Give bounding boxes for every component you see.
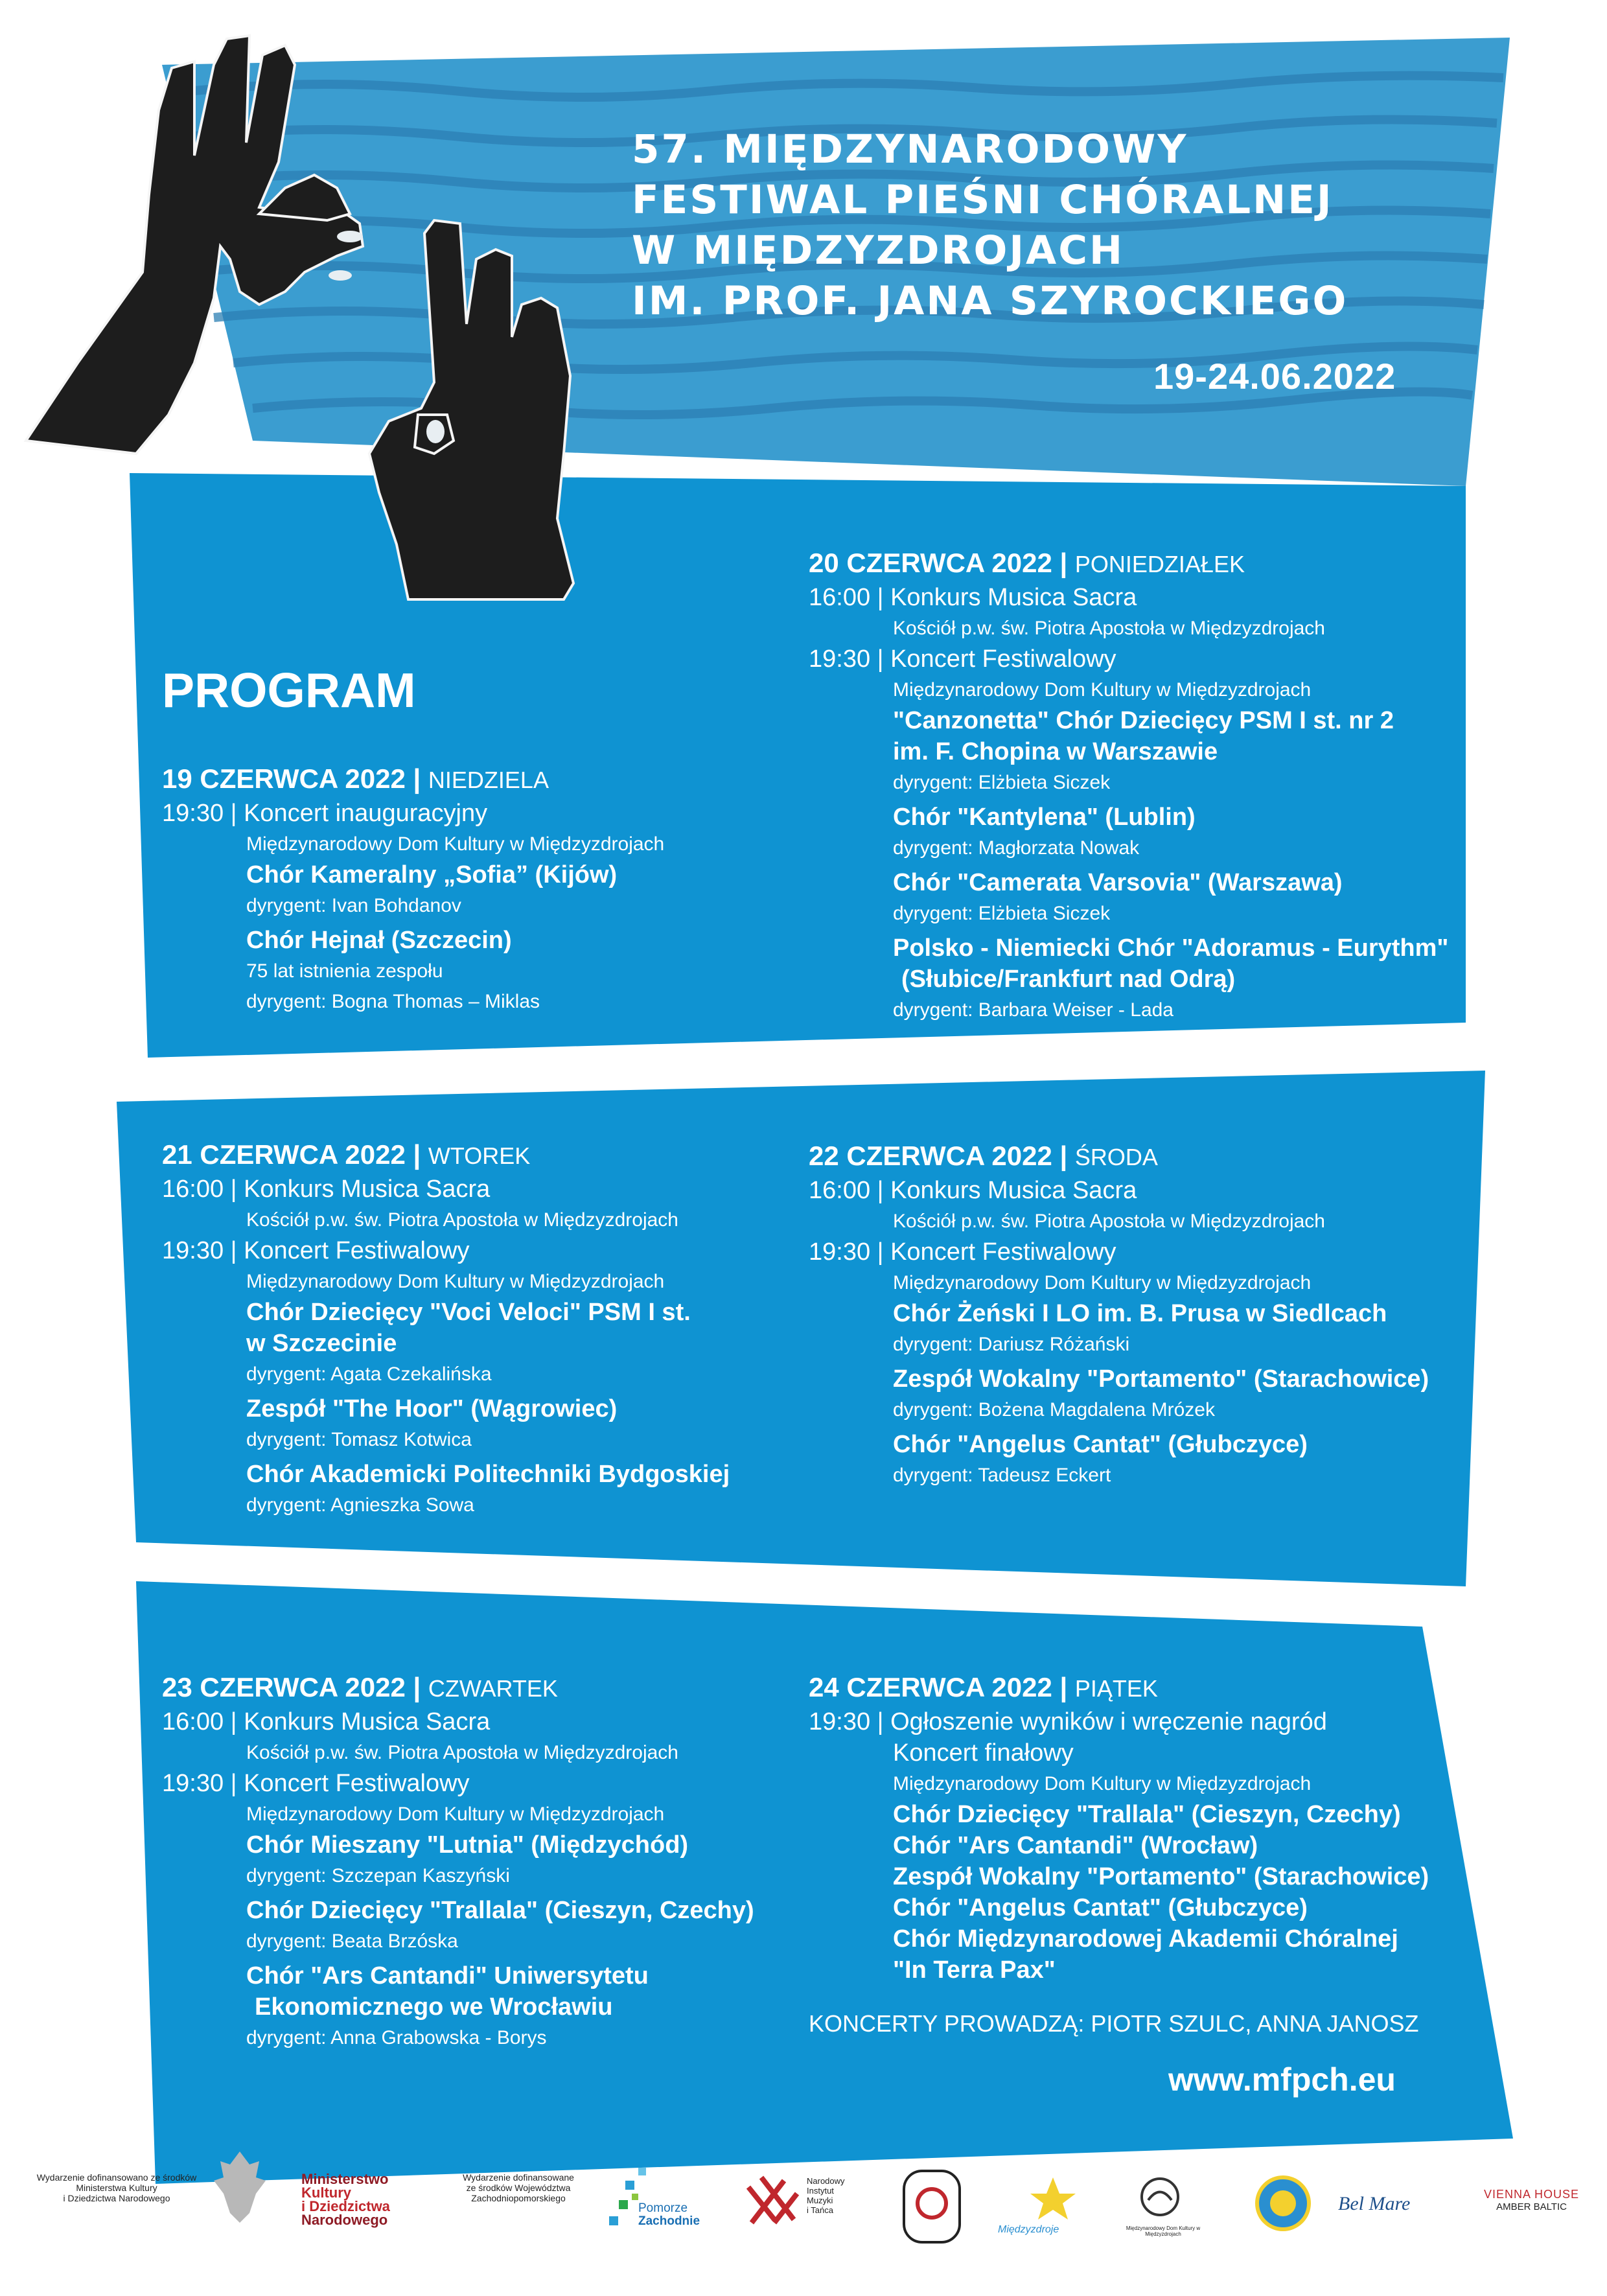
event-time-title: 19:30 | Koncert inauguracyjny bbox=[162, 800, 488, 827]
event-location: Kościół p.w. św. Piotra Apostoła w Międzyzdrojach bbox=[893, 1211, 1325, 1232]
day-20-june bbox=[809, 546, 1448, 1029]
choir-conductor: dyrygent: Szczepan Kaszyński bbox=[246, 1865, 510, 1886]
choir-name: "In Terra Pax" bbox=[893, 1956, 1056, 1984]
choir-conductor: dyrygent: Elżbieta Siczek bbox=[893, 772, 1111, 793]
event-subtitle: Koncert finałowy bbox=[893, 1739, 1074, 1767]
day-weekday: NIEDZIELA bbox=[428, 767, 549, 793]
event-time-title: 16:00 | Konkurs Musica Sacra bbox=[162, 1708, 491, 1735]
day-22-june bbox=[809, 1139, 1429, 1494]
event-time-title: 19:30 | Koncert Festiwalowy bbox=[809, 1238, 1116, 1266]
event-location: Międzynarodowy Dom Kultury w Międzyzdrojach bbox=[246, 833, 665, 855]
event-location: Kościół p.w. św. Piotra Apostoła w Międzyzdrojach bbox=[246, 1742, 678, 1763]
event-location: Międzynarodowy Dom Kultury w Międzyzdrojach bbox=[893, 1773, 1312, 1794]
choir-name-line-2: im. F. Chopina w Warszawie bbox=[893, 738, 1218, 765]
choir-name: Chór "Ars Cantandi" (Wrocław) bbox=[893, 1832, 1258, 1859]
event-time-title: 16:00 | Konkurs Musica Sacra bbox=[162, 1176, 491, 1203]
day-21-june bbox=[162, 1137, 730, 1524]
event-location: Międzynarodowy Dom Kultury w Międzyzdrojach bbox=[893, 679, 1312, 701]
vienna-logo bbox=[1484, 2188, 1579, 2212]
choir-name: Chór Mieszany "Lutnia" (Międzychód) bbox=[246, 1831, 689, 1859]
choir-name: Chór Hejnał (Szczecin) bbox=[246, 927, 512, 954]
niftk-logo-text bbox=[807, 2176, 845, 2215]
title-line-3: W MIĘDZYZDROJACH bbox=[632, 227, 1125, 273]
belmare-logo-text: Bel Mare bbox=[1338, 2193, 1411, 2214]
event-time-title: 16:00 | Konkurs Musica Sacra bbox=[809, 1177, 1137, 1204]
choir-name: Chór "Angelus Cantat" (Głubczyce) bbox=[893, 1894, 1308, 1921]
vienna-line: AMBER BALTIC bbox=[1496, 2201, 1567, 2212]
day-24-june bbox=[809, 1670, 1429, 2098]
ministry-logo-line: Kultury bbox=[301, 2185, 351, 2201]
funding-line: Ministerstwa Kultury bbox=[76, 2183, 157, 2193]
choir-conductor: dyrygent: Bogna Thomas – Miklas bbox=[246, 991, 540, 1012]
choir-name: Polsko - Niemiecki Chór "Adoramus - Eurythm" bbox=[893, 934, 1449, 962]
choir-conductor: dyrygent: Tadeusz Eckert bbox=[893, 1465, 1111, 1486]
choir-name: Chór "Angelus Cantat" (Głubczyce) bbox=[893, 1431, 1308, 1458]
funding-line: Wydarzenie dofinansowane bbox=[463, 2172, 574, 2183]
funding-line: Wydarzenie dofinansowano ze środków bbox=[36, 2172, 197, 2183]
choir-name: "Canzonetta" Chór Dziecięcy PSM I st. nr 2 bbox=[893, 707, 1394, 734]
event-time-title: 19:30 | Ogłoszenie wyników i wręczenie nagród bbox=[809, 1708, 1327, 1735]
choir-conductor: dyrygent: Agnieszka Sowa bbox=[246, 1494, 474, 1516]
vienna-line: VIENNA HOUSE bbox=[1484, 2188, 1580, 2201]
pomorze-line: Zachodnie bbox=[638, 2214, 700, 2228]
event-location: Kościół p.w. św. Piotra Apostoła w Międzyzdrojach bbox=[246, 1209, 678, 1231]
title-line-4: IM. PROF. JANA SZYROCKIEGO bbox=[632, 278, 1348, 324]
day-weekday: PONIEDZIAŁEK bbox=[1074, 551, 1245, 577]
niftk-line: i Tańca bbox=[807, 2205, 833, 2215]
choir-name: Chór "Kantylena" (Lublin) bbox=[893, 804, 1196, 831]
funding-note-ministry bbox=[13, 2172, 220, 2203]
day-date: 24 CZERWCA 2022 | bbox=[809, 1672, 1068, 1702]
event-time-title: 19:30 | Koncert Festiwalowy bbox=[809, 645, 1116, 673]
event-time-title: 16:00 | Konkurs Musica Sacra bbox=[809, 584, 1137, 611]
day-weekday: WTOREK bbox=[428, 1142, 531, 1169]
day-heading bbox=[809, 546, 1448, 582]
title-line-2: FESTIWAL PIEŚNI CHÓRALNEJ bbox=[632, 177, 1334, 223]
day-date: 22 CZERWCA 2022 | bbox=[809, 1141, 1068, 1171]
day-heading bbox=[162, 1670, 754, 1706]
choir-conductor: dyrygent: Dariusz Różański bbox=[893, 1334, 1130, 1355]
choir-name: Chór Dziecięcy "Voci Veloci" PSM I st. bbox=[246, 1299, 691, 1326]
choir-name-line-2: (Słubice/Frankfurt nad Odrą) bbox=[901, 966, 1236, 993]
title-line-1: 57. MIĘDZYNARODOWY bbox=[632, 126, 1188, 172]
website-link[interactable]: www.mfpch.eu bbox=[1168, 2061, 1396, 2098]
choir-conductor: dyrygent: Elżbieta Siczek bbox=[893, 903, 1111, 924]
choir-conductor: dyrygent: Beata Brzóska bbox=[246, 1931, 458, 1952]
day-date: 21 CZERWCA 2022 | bbox=[162, 1139, 421, 1170]
choir-conductor: dyrygent: Agata Czekalińska bbox=[246, 1363, 492, 1385]
choir-name: Chór "Ars Cantandi" Uniwersytetu bbox=[246, 1962, 649, 1989]
choir-name-line-2: Ekonomicznego we Wrocławiu bbox=[255, 1993, 613, 2021]
festival-title bbox=[632, 124, 1348, 327]
choir-conductor: dyrygent: Barbara Weiser - Lada bbox=[893, 999, 1173, 1021]
funding-line: Zachodniopomorskiego bbox=[471, 2193, 566, 2203]
event-location: Kościół p.w. św. Piotra Apostoła w Międzyzdrojach bbox=[893, 618, 1325, 639]
choir-name: Chór Kameralny „Sofia” (Kijów) bbox=[246, 861, 618, 888]
pomorze-logo-text bbox=[638, 2202, 700, 2228]
choir-name: Chór Międzynarodowej Akademii Chóralnej bbox=[893, 1925, 1398, 1953]
choir-conductor: dyrygent: Bożena Magdalena Mrózek bbox=[893, 1399, 1215, 1421]
choir-name: Zespół "The Hoor" (Wągrowiec) bbox=[246, 1395, 618, 1422]
choir-name-line-2: w Szczecinie bbox=[246, 1330, 397, 1357]
choir-name: Chór "Camerata Varsovia" (Warszawa) bbox=[893, 869, 1343, 896]
niftk-line: Instytut bbox=[807, 2186, 834, 2196]
miedzyzdroje-logo-text: Międzyzdroje bbox=[998, 2224, 1059, 2235]
program-heading: PROGRAM bbox=[162, 663, 416, 717]
day-heading bbox=[162, 1137, 730, 1174]
funding-note-region bbox=[441, 2172, 596, 2203]
ministry-logo bbox=[301, 2172, 390, 2227]
day-heading bbox=[809, 1670, 1429, 1706]
choir-name: Chór Dziecięcy "Trallala" (Cieszyn, Czechy) bbox=[893, 1801, 1401, 1828]
choir-note: 75 lat istnienia zespołu bbox=[246, 960, 443, 982]
concert-hosts: KONCERTY PROWADZĄ: PIOTR SZULC, ANNA JANOSZ bbox=[809, 2010, 1419, 2037]
event-time-title: 19:30 | Koncert Festiwalowy bbox=[162, 1770, 470, 1797]
pomorze-line: Pomorze bbox=[638, 2201, 688, 2215]
event-location: Międzynarodowy Dom Kultury w Międzyzdrojach bbox=[893, 1272, 1312, 1293]
mdk-logo-text: Międzynarodowy Dom Kultury w Międzyzdrojach bbox=[1126, 2225, 1201, 2237]
choir-name: Zespół Wokalny "Portamento" (Starachowice) bbox=[893, 1863, 1429, 1890]
event-location: Międzynarodowy Dom Kultury w Międzyzdrojach bbox=[246, 1803, 665, 1825]
choir-name: Zespół Wokalny "Portamento" (Starachowice) bbox=[893, 1365, 1429, 1393]
choir-conductor: dyrygent: Magłorzata Nowak bbox=[893, 837, 1140, 859]
day-date: 20 CZERWCA 2022 | bbox=[809, 548, 1068, 578]
day-weekday: PIĄTEK bbox=[1074, 1675, 1158, 1702]
funding-line: i Dziedzictwa Narodowego bbox=[63, 2193, 170, 2203]
day-19-june bbox=[162, 761, 664, 1021]
niftk-line: Narodowy bbox=[807, 2176, 845, 2186]
event-location: Międzynarodowy Dom Kultury w Międzyzdrojach bbox=[246, 1271, 665, 1292]
event-time-title: 19:30 | Koncert Festiwalowy bbox=[162, 1237, 470, 1264]
choir-name: Chór Żeński I LO im. B. Prusa w Siedlcach bbox=[893, 1300, 1387, 1327]
choir-name: Chór Dziecięcy "Trallala" (Cieszyn, Czechy) bbox=[246, 1897, 754, 1924]
day-date: 23 CZERWCA 2022 | bbox=[162, 1672, 421, 1702]
ministry-logo-line: i Dziedzictwa bbox=[301, 2198, 390, 2214]
day-23-june bbox=[162, 1670, 754, 2057]
sponsors-footer bbox=[0, 2151, 1607, 2281]
niftk-line: Muzyki bbox=[807, 2196, 833, 2205]
ministry-logo-line: Narodowego bbox=[301, 2212, 388, 2228]
choir-conductor: dyrygent: Anna Grabowska - Borys bbox=[246, 2027, 547, 2048]
day-date: 19 CZERWCA 2022 | bbox=[162, 763, 421, 794]
day-heading bbox=[809, 1139, 1429, 1175]
funding-line: ze środków Województwa bbox=[466, 2183, 571, 2193]
day-heading bbox=[162, 761, 664, 798]
choir-name: Chór Akademicki Politechniki Bydgoskiej bbox=[246, 1461, 730, 1488]
day-weekday: ŚRODA bbox=[1074, 1144, 1158, 1170]
ministry-logo-line: Ministerstwo bbox=[301, 2171, 389, 2187]
choir-conductor: dyrygent: Tomasz Kotwica bbox=[246, 1429, 472, 1450]
choir-conductor: dyrygent: Ivan Bohdanov bbox=[246, 895, 461, 916]
day-weekday: CZWARTEK bbox=[428, 1675, 558, 1702]
festival-dates: 19-24.06.2022 bbox=[1153, 356, 1396, 397]
